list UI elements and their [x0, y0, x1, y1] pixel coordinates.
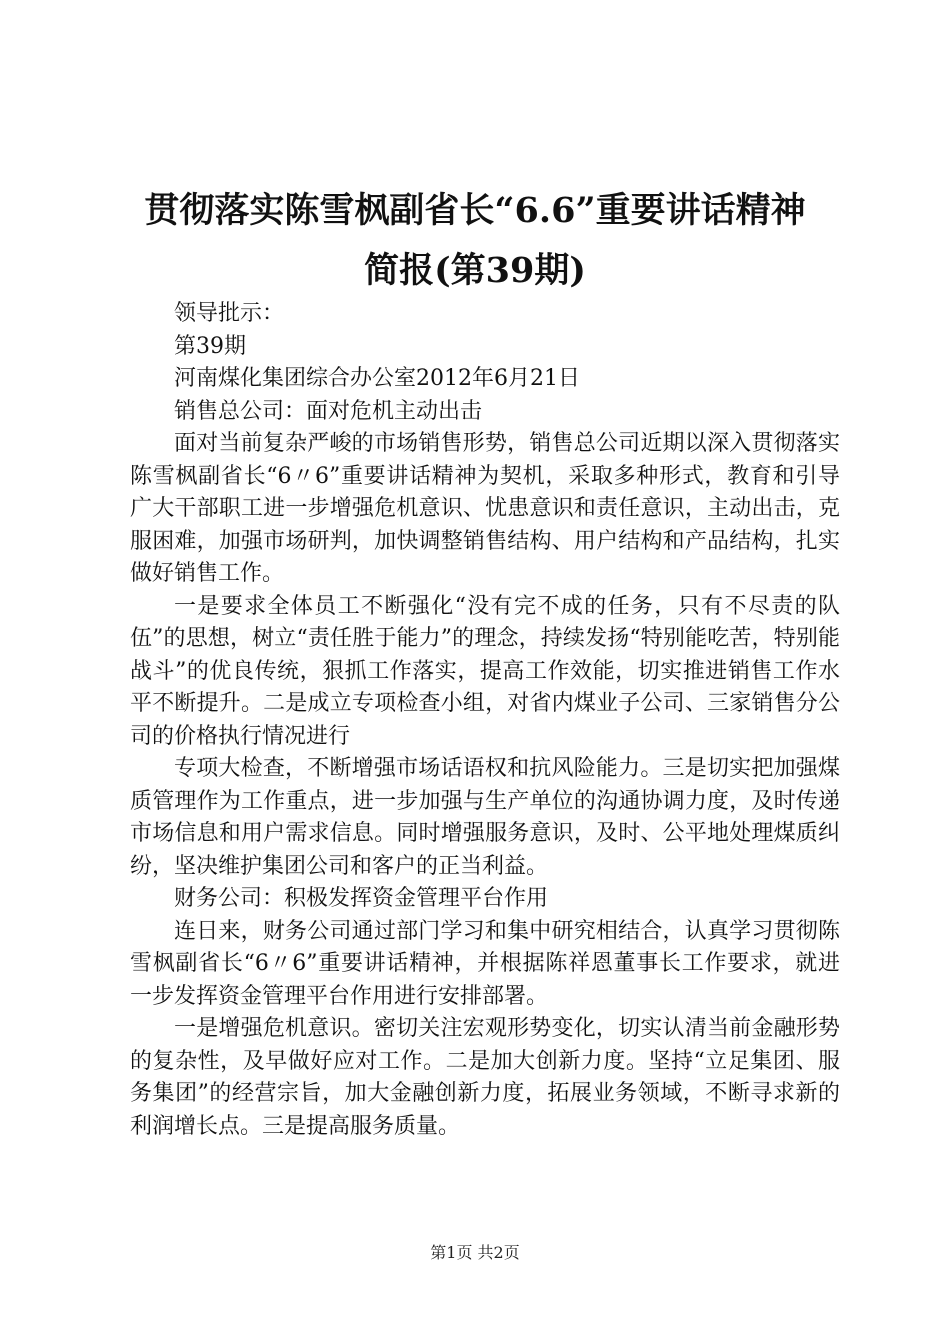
paragraph: 一是要求全体员工不断强化“没有完不成的任务，只有不尽责的队伍”的思想，树立“责任胜于能力”的理念，持续发扬“特别能吃苦，特别能战斗”的优良传统，狠抓工作落实，提高工作效能，切实推进销售工作水平不断提升。二是成立专项检查小组，对省内煤业子公司、三家销售分公司的价格执行情况进行	[130, 593, 840, 749]
document-title-line-2: 简报(第39期)	[364, 250, 586, 291]
section-heading-sales: 销售总公司：面对危机主动出击	[174, 398, 483, 424]
leader-instruction-label: 领导批示：	[174, 301, 285, 326]
issue-number: 第39期	[174, 333, 246, 359]
paragraph: 连日来，财务公司通过部门学习和集中研究相结合，认真学习贯彻陈雪枫副省长“6〃6”重要讲话精神，并根据陈祥恩董事长工作要求，就进一步发挥资金管理平台作用进行安排部署。	[130, 918, 840, 1009]
section-heading-finance: 财务公司：积极发挥资金管理平台作用	[174, 886, 549, 911]
issuer-and-date: 河南煤化集团综合办公室2012年6月21日	[174, 366, 580, 391]
paragraph: 一是增强危机意识。密切关注宏观形势变化，切实认清当前金融形势的复杂性，及早做好应对工作。二是加大创新力度。坚持“立足集团、服务集团”的经营宗旨，加大金融创新力度，拓展业务领域，不断寻求新的利润增长点。三是提高服务质量。	[130, 1016, 840, 1139]
document-body	[130, 298, 840, 1143]
page-footer: 第1页 共2页	[430, 1243, 520, 1262]
paragraph: 专项大检查，不断增强市场话语权和抗风险能力。三是切实把加强煤质管理作为工作重点，进一步加强与生产单位的沟通协调力度，及时传递市场信息和用户需求信息。同时增强服务意识，及时、公平地处理煤质纠纷，坚决维护集团公司和客户的正当利益。	[130, 756, 840, 879]
document-title-line-1: 贯彻落实陈雪枫副省长“6.6”重要讲话精神	[144, 190, 806, 231]
paragraph: 面对当前复杂严峻的市场销售形势，销售总公司近期以深入贯彻落实陈雪枫副省长“6〃6”重要讲话精神为契机，采取多种形式，教育和引导广大干部职工进一步增强危机意识、忧患意识和责任意识，主动出击，克服困难，加强市场研判，加快调整销售结构、用户结构和产品结构，扎实做好销售工作。	[130, 431, 840, 586]
